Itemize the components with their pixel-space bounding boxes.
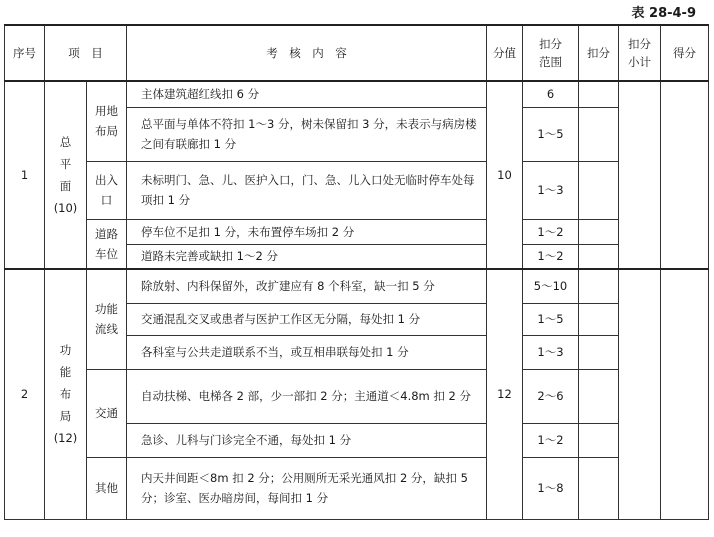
deduct-cell: [579, 457, 619, 519]
deduction-range: 2～6: [523, 369, 579, 423]
criteria-text: 除放射、内科保留外，改扩建应有 8 个科室，缺一扣 5 分: [127, 269, 487, 303]
deduct-cell: [579, 161, 619, 219]
deduct-cell: [579, 244, 619, 269]
subcategory-label: 其他: [87, 457, 127, 519]
deduct-cell: [579, 81, 619, 107]
criteria-text: 急诊、儿科与门诊完全不通，每处扣 1 分: [127, 423, 487, 457]
table-row: [5, 457, 709, 519]
deduction-range: 1～2: [523, 244, 579, 269]
deduction-range: 1～3: [523, 161, 579, 219]
header-result: 得分: [661, 25, 709, 81]
deduction-range: 1～3: [523, 335, 579, 369]
deduction-range: 1～8: [523, 457, 579, 519]
header-score: 分值: [487, 25, 523, 81]
header-deduct: 扣分: [579, 25, 619, 81]
score-value: 12: [487, 269, 523, 519]
subtotal-cell: [619, 269, 661, 519]
row-number: 2: [5, 269, 45, 519]
deduct-cell: [579, 107, 619, 161]
subcategory-label: 交通: [87, 369, 127, 457]
criteria-text: 内天井间距＜8m 扣 2 分；公用厕所无采光通风扣 2 分，缺扣 5 分；诊室、医办暗房间，每间扣 1 分: [127, 457, 487, 519]
header-item: 项 目: [45, 25, 127, 81]
table-row: [5, 161, 709, 219]
subcategory-label: 道路 车位: [87, 219, 127, 269]
header-subtotal: 扣分 小计: [619, 25, 661, 81]
criteria-text: 总平面与单体不符扣 1～3 分，树未保留扣 3 分，未表示与病房楼之间有联廊扣 1 分: [127, 107, 487, 161]
table-row: [5, 81, 709, 107]
table-header: [5, 25, 709, 81]
subcategory-label: 出入 口: [87, 161, 127, 219]
criteria-text: 主体建筑超红线扣 6 分: [127, 81, 487, 107]
table-caption: 表 28-4-9: [631, 6, 696, 21]
result-cell: [661, 269, 709, 519]
category-label: 总 平 面 (10): [45, 81, 87, 269]
header-range: 扣分 范围: [523, 25, 579, 81]
deduct-cell: [579, 219, 619, 244]
assessment-table: [4, 24, 709, 520]
deduction-range: 5～10: [523, 269, 579, 303]
deduct-cell: [579, 335, 619, 369]
criteria-text: 未标明门、急、儿、医护入口，门、急、儿入口处无临时停车处每项扣 1 分: [127, 161, 487, 219]
table-row: [5, 269, 709, 303]
deduct-cell: [579, 369, 619, 423]
result-cell: [661, 81, 709, 269]
criteria-text: 自动扶梯、电梯各 2 部，少一部扣 2 分；主通道＜4.8m 扣 2 分: [127, 369, 487, 423]
deduction-range: 1～5: [523, 303, 579, 335]
score-value: 10: [487, 81, 523, 269]
criteria-text: 道路未完善或缺扣 1～2 分: [127, 244, 487, 269]
deduction-range: 1～2: [523, 423, 579, 457]
table-row: [5, 369, 709, 423]
subcategory-label: 用地 布局: [87, 81, 127, 161]
criteria-text: 停车位不足扣 1 分，未布置停车场扣 2 分: [127, 219, 487, 244]
subtotal-cell: [619, 81, 661, 269]
subcategory-label: 功能 流线: [87, 269, 127, 369]
deduction-range: 6: [523, 81, 579, 107]
deduction-range: 1～5: [523, 107, 579, 161]
deduct-cell: [579, 303, 619, 335]
category-label: 功 能 布 局 (12): [45, 269, 87, 519]
header-content: 考 核 内 容: [127, 25, 487, 81]
header-no: 序号: [5, 25, 45, 81]
criteria-text: 各科室与公共走道联系不当，或互相串联每处扣 1 分: [127, 335, 487, 369]
deduct-cell: [579, 269, 619, 303]
criteria-text: 交通混乱交叉或患者与医护工作区无分隔，每处扣 1 分: [127, 303, 487, 335]
row-number: 1: [5, 81, 45, 269]
table-row: [5, 219, 709, 244]
deduction-range: 1～2: [523, 219, 579, 244]
table-body: [5, 81, 709, 519]
deduct-cell: [579, 423, 619, 457]
